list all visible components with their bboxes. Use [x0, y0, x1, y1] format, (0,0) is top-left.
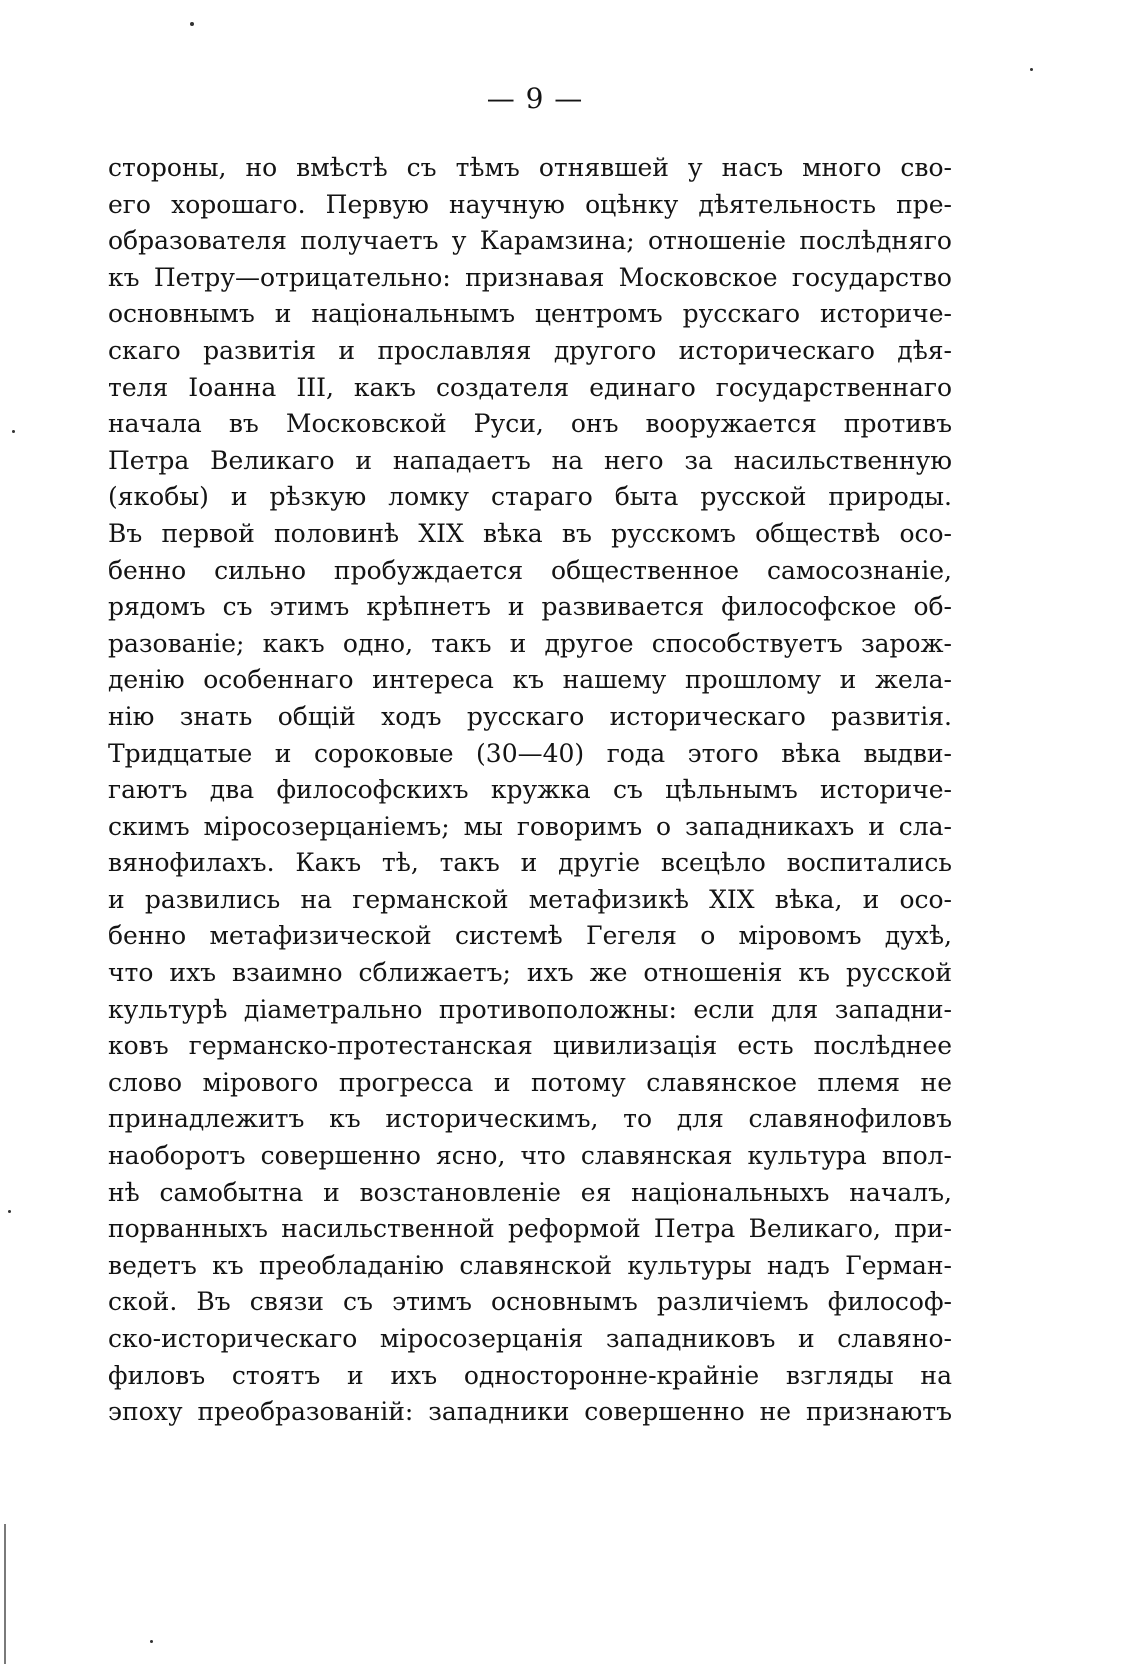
text-line: ковъ германско-протестанская цивилизація есть послѣднее — [108, 1031, 952, 1061]
text-line: къ Петру—отрицательно: признавая Московское государство — [108, 262, 952, 292]
text-line: нѣ самобытна и возстановленіе ея національныхъ началъ, — [108, 1177, 952, 1207]
text-line: гаютъ два философскихъ кружка съ цѣльнымъ историче- — [108, 775, 952, 805]
text-line: филовъ стоятъ и ихъ односторонне-крайніе взгляды на — [108, 1360, 952, 1390]
text-line: и развились на германской метафизикѣ XIX вѣка, и осо- — [108, 884, 952, 914]
text-line: бенно метафизической системѣ Гегеля о міровомъ духѣ, — [108, 921, 952, 951]
text-line: стороны, но вмѣстѣ съ тѣмъ отнявшей у насъ много сво- — [108, 153, 952, 182]
text-line: нію знать общій ходъ русскаго историческаго развитія. — [108, 701, 952, 731]
text-line: денію особеннаго интереса къ нашему прошлому и жела- — [108, 665, 952, 695]
page-number: — 9 — — [486, 82, 584, 115]
text-line: Въ первой половинѣ XIX вѣка въ русскомъ обществѣ осо- — [108, 518, 952, 548]
scan-speck — [150, 1640, 153, 1643]
text-line: основнымъ и національнымъ центромъ русскаго историче- — [108, 299, 952, 329]
body-text — [108, 150, 952, 1431]
text-line: вянофилахъ. Какъ тѣ, такъ и другіе всецѣло воспитались — [108, 848, 952, 878]
text-line: начала въ Московской Руси, онъ вооружается противъ — [108, 409, 952, 439]
text-line: скаго развитія и прославляя другого историческаго дѣя- — [108, 335, 952, 365]
text-line: ской. Въ связи съ этимъ основнымъ различіемъ философ- — [108, 1287, 952, 1317]
text-line: эпоху преобразованій: западники совершенно не признаютъ — [108, 1397, 952, 1427]
text-line: принадлежитъ къ историческимъ, то для славянофиловъ — [108, 1104, 952, 1134]
text-line: Петра Великаго и нападаетъ на него за насильственную — [108, 445, 952, 475]
text-line: разованіе; какъ одно, такъ и другое способствуетъ зарож- — [108, 628, 952, 658]
text-line: культурѣ діаметрально противоположны: если для западни- — [108, 994, 952, 1024]
text-line: наоборотъ совершенно ясно, что славянская культура впол- — [108, 1141, 952, 1171]
text-line: рядомъ съ этимъ крѣпнетъ и развивается философское об- — [108, 592, 952, 622]
scan-speck — [8, 1210, 11, 1213]
text-line: Тридцатые и сороковые (30—40) года этого вѣка выдви- — [108, 738, 952, 768]
text-line: ведетъ къ преобладанію славянской культуры надъ Герман- — [108, 1250, 952, 1280]
text-line: его хорошаго. Первую научную оцѣнку дѣятельность пре- — [108, 189, 952, 219]
scan-edge-mark — [4, 1524, 14, 1664]
scan-speck — [1030, 68, 1033, 71]
text-line: скимъ міросозерцаніемъ; мы говоримъ о западникахъ и сла- — [108, 811, 952, 841]
text-line: порванныхъ насильственной реформой Петра Великаго, при- — [108, 1214, 952, 1244]
scan-speck — [190, 22, 194, 26]
scan-speck — [12, 430, 15, 433]
text-line: теля Іоанна III, какъ создателя единаго государственнаго — [108, 372, 952, 402]
text-line: что ихъ взаимно сближаетъ; ихъ же отношенія къ русской — [108, 958, 952, 988]
text-line: ско-историческаго міросозерцанія западниковъ и славяно- — [108, 1324, 952, 1353]
text-line: слово мірового прогресса и потому славянское племя не — [108, 1067, 952, 1097]
text-line: образователя получаетъ у Карамзина; отношеніе послѣдняго — [108, 226, 952, 256]
text-line: (якобы) и рѣзкую ломку стараго быта русской природы. — [108, 482, 952, 512]
text-line: бенно сильно пробуждается общественное самосознаніе, — [108, 555, 952, 585]
